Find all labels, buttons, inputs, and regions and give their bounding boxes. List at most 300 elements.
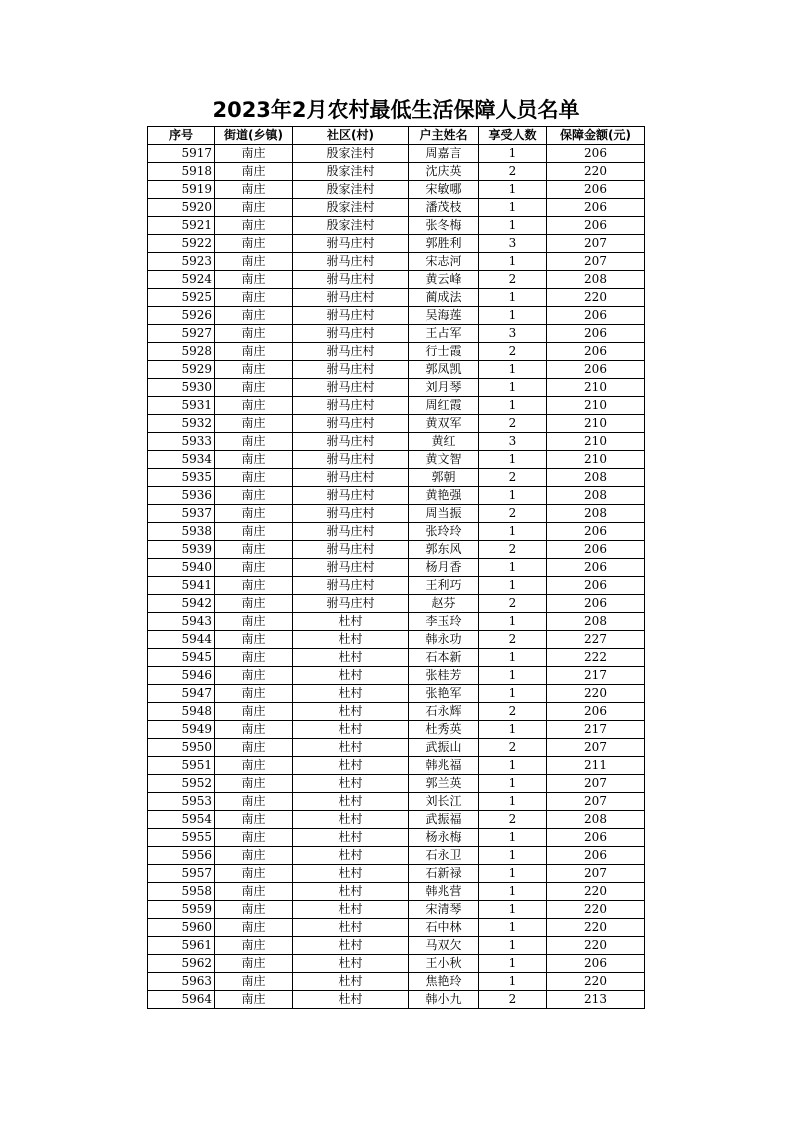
- cell-village: 驸马庄村: [293, 505, 409, 523]
- cell-amount: 206: [547, 595, 645, 613]
- cell-seq: 5934: [148, 451, 215, 469]
- cell-seq: 5938: [148, 523, 215, 541]
- cell-head-name: 武振福: [409, 811, 479, 829]
- cell-amount: 220: [547, 685, 645, 703]
- cell-member-count: 3: [479, 433, 547, 451]
- table-row: [148, 865, 645, 883]
- cell-member-count: 1: [479, 901, 547, 919]
- cell-street: 南庄: [215, 541, 293, 559]
- cell-amount: 207: [547, 253, 645, 271]
- cell-seq: 5940: [148, 559, 215, 577]
- cell-village: 殷家洼村: [293, 181, 409, 199]
- cell-amount: 208: [547, 469, 645, 487]
- cell-amount: 206: [547, 145, 645, 163]
- cell-head-name: 王小秋: [409, 955, 479, 973]
- table-row: [148, 901, 645, 919]
- cell-street: 南庄: [215, 721, 293, 739]
- table-row: [148, 721, 645, 739]
- roster-table: [147, 126, 645, 1009]
- cell-seq: 5941: [148, 577, 215, 595]
- cell-seq: 5923: [148, 253, 215, 271]
- cell-seq: 5926: [148, 307, 215, 325]
- cell-member-count: 1: [479, 289, 547, 307]
- cell-head-name: 张桂芳: [409, 667, 479, 685]
- cell-village: 驸马庄村: [293, 253, 409, 271]
- cell-street: 南庄: [215, 991, 293, 1009]
- cell-seq: 5918: [148, 163, 215, 181]
- table-row: [148, 307, 645, 325]
- table-row: [148, 469, 645, 487]
- cell-amount: 227: [547, 631, 645, 649]
- table-row: [148, 973, 645, 991]
- cell-seq: 5936: [148, 487, 215, 505]
- table-row: [148, 685, 645, 703]
- cell-head-name: 张冬梅: [409, 217, 479, 235]
- cell-street: 南庄: [215, 235, 293, 253]
- table-row: [148, 397, 645, 415]
- cell-street: 南庄: [215, 613, 293, 631]
- cell-village: 驸马庄村: [293, 307, 409, 325]
- cell-member-count: 1: [479, 199, 547, 217]
- cell-street: 南庄: [215, 433, 293, 451]
- cell-village: 殷家洼村: [293, 163, 409, 181]
- cell-street: 南庄: [215, 397, 293, 415]
- cell-village: 杜村: [293, 847, 409, 865]
- cell-amount: 206: [547, 577, 645, 595]
- cell-amount: 210: [547, 415, 645, 433]
- cell-member-count: 1: [479, 649, 547, 667]
- cell-street: 南庄: [215, 217, 293, 235]
- table-row: [148, 181, 645, 199]
- table-row: [148, 253, 645, 271]
- cell-street: 南庄: [215, 163, 293, 181]
- cell-member-count: 1: [479, 685, 547, 703]
- cell-member-count: 1: [479, 379, 547, 397]
- cell-street: 南庄: [215, 829, 293, 847]
- cell-village: 驸马庄村: [293, 379, 409, 397]
- cell-village: 杜村: [293, 775, 409, 793]
- cell-seq: 5952: [148, 775, 215, 793]
- cell-seq: 5920: [148, 199, 215, 217]
- cell-amount: 206: [547, 199, 645, 217]
- table-row: [148, 613, 645, 631]
- cell-member-count: 1: [479, 919, 547, 937]
- cell-amount: 213: [547, 991, 645, 1009]
- cell-head-name: 黄云峰: [409, 271, 479, 289]
- cell-village: 驸马庄村: [293, 235, 409, 253]
- cell-village: 驸马庄村: [293, 451, 409, 469]
- cell-head-name: 韩兆营: [409, 883, 479, 901]
- cell-seq: 5927: [148, 325, 215, 343]
- table-row: [148, 847, 645, 865]
- cell-head-name: 马双欠: [409, 937, 479, 955]
- cell-street: 南庄: [215, 595, 293, 613]
- cell-amount: 206: [547, 541, 645, 559]
- table-row: [148, 595, 645, 613]
- cell-street: 南庄: [215, 775, 293, 793]
- cell-head-name: 张艳军: [409, 685, 479, 703]
- cell-street: 南庄: [215, 271, 293, 289]
- table-row: [148, 739, 645, 757]
- cell-member-count: 2: [479, 505, 547, 523]
- cell-village: 殷家洼村: [293, 199, 409, 217]
- table-row: [148, 757, 645, 775]
- cell-village: 殷家洼村: [293, 217, 409, 235]
- cell-village: 驸马庄村: [293, 595, 409, 613]
- cell-seq: 5930: [148, 379, 215, 397]
- cell-street: 南庄: [215, 487, 293, 505]
- cell-member-count: 3: [479, 235, 547, 253]
- table-row: [148, 577, 645, 595]
- cell-seq: 5917: [148, 145, 215, 163]
- cell-street: 南庄: [215, 343, 293, 361]
- cell-village: 杜村: [293, 919, 409, 937]
- table-row: [148, 649, 645, 667]
- cell-seq: 5942: [148, 595, 215, 613]
- cell-village: 驸马庄村: [293, 271, 409, 289]
- cell-amount: 210: [547, 397, 645, 415]
- header-street: 街道(乡镇): [215, 127, 293, 145]
- cell-amount: 206: [547, 955, 645, 973]
- cell-village: 杜村: [293, 955, 409, 973]
- cell-member-count: 1: [479, 253, 547, 271]
- cell-member-count: 2: [479, 541, 547, 559]
- cell-seq: 5919: [148, 181, 215, 199]
- table-body: [148, 145, 645, 1009]
- cell-seq: 5929: [148, 361, 215, 379]
- cell-head-name: 韩永功: [409, 631, 479, 649]
- cell-member-count: 1: [479, 955, 547, 973]
- cell-seq: 5946: [148, 667, 215, 685]
- table-row: [148, 235, 645, 253]
- cell-head-name: 周嘉言: [409, 145, 479, 163]
- cell-member-count: 1: [479, 865, 547, 883]
- table-row: [148, 487, 645, 505]
- cell-member-count: 2: [479, 271, 547, 289]
- cell-seq: 5958: [148, 883, 215, 901]
- cell-member-count: 2: [479, 163, 547, 181]
- cell-amount: 208: [547, 487, 645, 505]
- cell-amount: 206: [547, 307, 645, 325]
- cell-street: 南庄: [215, 865, 293, 883]
- cell-member-count: 1: [479, 847, 547, 865]
- cell-seq: 5928: [148, 343, 215, 361]
- cell-seq: 5950: [148, 739, 215, 757]
- cell-head-name: 杨永梅: [409, 829, 479, 847]
- cell-street: 南庄: [215, 181, 293, 199]
- cell-amount: 220: [547, 289, 645, 307]
- cell-seq: 5964: [148, 991, 215, 1009]
- cell-amount: 220: [547, 919, 645, 937]
- cell-member-count: 1: [479, 973, 547, 991]
- header-seq: 序号: [148, 127, 215, 145]
- cell-member-count: 2: [479, 343, 547, 361]
- cell-village: 杜村: [293, 811, 409, 829]
- cell-street: 南庄: [215, 955, 293, 973]
- cell-head-name: 赵芬: [409, 595, 479, 613]
- cell-amount: 207: [547, 775, 645, 793]
- table-row: [148, 829, 645, 847]
- cell-seq: 5956: [148, 847, 215, 865]
- cell-seq: 5951: [148, 757, 215, 775]
- header-head-name: 户主姓名: [409, 127, 479, 145]
- cell-member-count: 1: [479, 829, 547, 847]
- cell-head-name: 黄艳强: [409, 487, 479, 505]
- cell-village: 驸马庄村: [293, 559, 409, 577]
- cell-head-name: 宋志河: [409, 253, 479, 271]
- cell-member-count: 2: [479, 703, 547, 721]
- cell-member-count: 1: [479, 559, 547, 577]
- cell-village: 驸马庄村: [293, 433, 409, 451]
- cell-head-name: 韩兆福: [409, 757, 479, 775]
- cell-village: 杜村: [293, 865, 409, 883]
- cell-amount: 206: [547, 703, 645, 721]
- cell-street: 南庄: [215, 973, 293, 991]
- cell-street: 南庄: [215, 577, 293, 595]
- cell-village: 杜村: [293, 937, 409, 955]
- cell-amount: 206: [547, 559, 645, 577]
- cell-amount: 220: [547, 901, 645, 919]
- cell-head-name: 黄红: [409, 433, 479, 451]
- cell-village: 驸马庄村: [293, 343, 409, 361]
- cell-village: 驸马庄村: [293, 289, 409, 307]
- cell-member-count: 2: [479, 739, 547, 757]
- cell-street: 南庄: [215, 631, 293, 649]
- cell-member-count: 2: [479, 631, 547, 649]
- table-row: [148, 163, 645, 181]
- cell-amount: 208: [547, 613, 645, 631]
- cell-amount: 206: [547, 829, 645, 847]
- cell-member-count: 1: [479, 145, 547, 163]
- cell-street: 南庄: [215, 757, 293, 775]
- cell-head-name: 行士霞: [409, 343, 479, 361]
- cell-member-count: 2: [479, 415, 547, 433]
- cell-village: 杜村: [293, 757, 409, 775]
- cell-head-name: 黄文智: [409, 451, 479, 469]
- cell-head-name: 郭胜利: [409, 235, 479, 253]
- cell-amount: 220: [547, 937, 645, 955]
- cell-street: 南庄: [215, 847, 293, 865]
- cell-member-count: 1: [479, 577, 547, 595]
- cell-member-count: 2: [479, 811, 547, 829]
- table-row: [148, 379, 645, 397]
- table-row: [148, 775, 645, 793]
- table-row: [148, 361, 645, 379]
- cell-amount: 206: [547, 523, 645, 541]
- cell-amount: 220: [547, 883, 645, 901]
- cell-amount: 206: [547, 181, 645, 199]
- cell-village: 殷家洼村: [293, 145, 409, 163]
- cell-member-count: 2: [479, 469, 547, 487]
- table-row: [148, 541, 645, 559]
- cell-member-count: 1: [479, 451, 547, 469]
- cell-head-name: 郭兰英: [409, 775, 479, 793]
- cell-head-name: 郭朝: [409, 469, 479, 487]
- cell-village: 驸马庄村: [293, 361, 409, 379]
- table-row: [148, 271, 645, 289]
- cell-street: 南庄: [215, 685, 293, 703]
- table-row: [148, 523, 645, 541]
- cell-street: 南庄: [215, 199, 293, 217]
- cell-member-count: 1: [479, 307, 547, 325]
- cell-amount: 207: [547, 865, 645, 883]
- table-row: [148, 433, 645, 451]
- cell-amount: 217: [547, 667, 645, 685]
- table-row: [148, 667, 645, 685]
- cell-seq: 5959: [148, 901, 215, 919]
- cell-seq: 5932: [148, 415, 215, 433]
- cell-village: 驸马庄村: [293, 487, 409, 505]
- cell-village: 杜村: [293, 685, 409, 703]
- cell-village: 杜村: [293, 613, 409, 631]
- cell-head-name: 武振山: [409, 739, 479, 757]
- table-header-row: [148, 127, 645, 145]
- cell-member-count: 1: [479, 775, 547, 793]
- cell-street: 南庄: [215, 739, 293, 757]
- cell-street: 南庄: [215, 559, 293, 577]
- page-title: 2023年2月农村最低生活保障人员名单: [212, 98, 580, 122]
- cell-village: 杜村: [293, 667, 409, 685]
- cell-seq: 5943: [148, 613, 215, 631]
- cell-street: 南庄: [215, 361, 293, 379]
- cell-head-name: 郭凤凯: [409, 361, 479, 379]
- cell-seq: 5948: [148, 703, 215, 721]
- cell-member-count: 3: [479, 325, 547, 343]
- cell-member-count: 1: [479, 757, 547, 775]
- cell-member-count: 1: [479, 667, 547, 685]
- table-row: [148, 199, 645, 217]
- cell-village: 驸马庄村: [293, 469, 409, 487]
- cell-seq: 5957: [148, 865, 215, 883]
- cell-village: 驸马庄村: [293, 397, 409, 415]
- cell-head-name: 蔺成法: [409, 289, 479, 307]
- cell-head-name: 黄双军: [409, 415, 479, 433]
- cell-street: 南庄: [215, 253, 293, 271]
- cell-street: 南庄: [215, 919, 293, 937]
- cell-head-name: 刘长江: [409, 793, 479, 811]
- cell-village: 驸马庄村: [293, 577, 409, 595]
- cell-head-name: 吴海莲: [409, 307, 479, 325]
- table-row: [148, 703, 645, 721]
- cell-member-count: 2: [479, 595, 547, 613]
- cell-seq: 5924: [148, 271, 215, 289]
- cell-head-name: 潘茂枝: [409, 199, 479, 217]
- cell-amount: 206: [547, 217, 645, 235]
- cell-member-count: 1: [479, 397, 547, 415]
- cell-street: 南庄: [215, 451, 293, 469]
- table-row: [148, 631, 645, 649]
- cell-amount: 210: [547, 433, 645, 451]
- cell-member-count: 1: [479, 181, 547, 199]
- cell-street: 南庄: [215, 883, 293, 901]
- cell-street: 南庄: [215, 505, 293, 523]
- table-row: [148, 217, 645, 235]
- table-row: [148, 883, 645, 901]
- cell-street: 南庄: [215, 469, 293, 487]
- cell-member-count: 1: [479, 793, 547, 811]
- cell-village: 杜村: [293, 901, 409, 919]
- cell-street: 南庄: [215, 307, 293, 325]
- cell-village: 杜村: [293, 631, 409, 649]
- cell-head-name: 韩小九: [409, 991, 479, 1009]
- cell-street: 南庄: [215, 811, 293, 829]
- cell-member-count: 1: [479, 937, 547, 955]
- table-row: [148, 343, 645, 361]
- cell-amount: 210: [547, 451, 645, 469]
- cell-street: 南庄: [215, 145, 293, 163]
- table-row: [148, 919, 645, 937]
- cell-village: 杜村: [293, 883, 409, 901]
- cell-street: 南庄: [215, 379, 293, 397]
- cell-amount: 217: [547, 721, 645, 739]
- cell-seq: 5954: [148, 811, 215, 829]
- header-amount: 保障金额(元): [547, 127, 645, 145]
- cell-seq: 5935: [148, 469, 215, 487]
- cell-village: 杜村: [293, 793, 409, 811]
- cell-village: 杜村: [293, 973, 409, 991]
- cell-head-name: 周当振: [409, 505, 479, 523]
- table-row: [148, 811, 645, 829]
- cell-seq: 5961: [148, 937, 215, 955]
- cell-amount: 211: [547, 757, 645, 775]
- cell-amount: 206: [547, 325, 645, 343]
- cell-member-count: 1: [479, 883, 547, 901]
- cell-village: 驸马庄村: [293, 541, 409, 559]
- cell-member-count: 1: [479, 361, 547, 379]
- cell-head-name: 张玲玲: [409, 523, 479, 541]
- cell-head-name: 郭东风: [409, 541, 479, 559]
- table-row: [148, 145, 645, 163]
- cell-amount: 207: [547, 739, 645, 757]
- cell-amount: 208: [547, 505, 645, 523]
- cell-seq: 5963: [148, 973, 215, 991]
- cell-member-count: 1: [479, 523, 547, 541]
- table-row: [148, 937, 645, 955]
- cell-seq: 5947: [148, 685, 215, 703]
- cell-seq: 5921: [148, 217, 215, 235]
- cell-seq: 5960: [148, 919, 215, 937]
- cell-head-name: 石本新: [409, 649, 479, 667]
- cell-street: 南庄: [215, 415, 293, 433]
- cell-seq: 5953: [148, 793, 215, 811]
- cell-village: 杜村: [293, 649, 409, 667]
- cell-seq: 5949: [148, 721, 215, 739]
- cell-street: 南庄: [215, 523, 293, 541]
- table-row: [148, 415, 645, 433]
- cell-seq: 5939: [148, 541, 215, 559]
- cell-amount: 210: [547, 379, 645, 397]
- cell-village: 驸马庄村: [293, 523, 409, 541]
- cell-head-name: 杨月香: [409, 559, 479, 577]
- cell-head-name: 石新禄: [409, 865, 479, 883]
- cell-head-name: 石永辉: [409, 703, 479, 721]
- cell-street: 南庄: [215, 325, 293, 343]
- table-row: [148, 325, 645, 343]
- table-row: [148, 451, 645, 469]
- cell-amount: 222: [547, 649, 645, 667]
- cell-seq: 5962: [148, 955, 215, 973]
- cell-amount: 207: [547, 793, 645, 811]
- cell-village: 杜村: [293, 829, 409, 847]
- cell-head-name: 王占军: [409, 325, 479, 343]
- cell-street: 南庄: [215, 901, 293, 919]
- cell-seq: 5933: [148, 433, 215, 451]
- cell-amount: 220: [547, 973, 645, 991]
- cell-village: 驸马庄村: [293, 325, 409, 343]
- cell-village: 驸马庄村: [293, 415, 409, 433]
- cell-member-count: 1: [479, 487, 547, 505]
- cell-amount: 220: [547, 163, 645, 181]
